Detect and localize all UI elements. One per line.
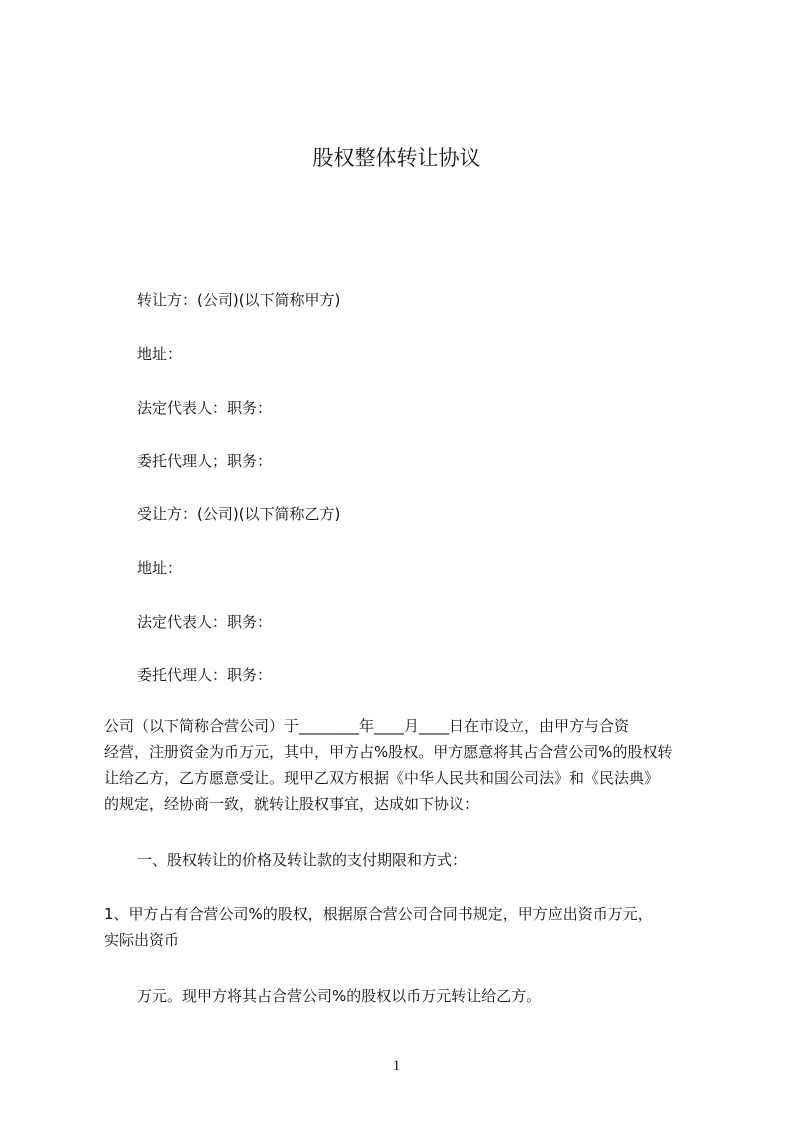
document-title: 股权整体转让协议: [312, 146, 481, 170]
transferee-address-line: 地址：: [137, 559, 183, 577]
intro-paragraph-line: 公司（以下简称合营公司）于________年____月____日在市设立，由甲方与合资: [104, 717, 630, 735]
transferor-address-line: 地址：: [137, 345, 183, 363]
clause-1-line: 1、甲方占有合营公司%的股权，根据原合营公司合同书规定，甲方应出资币万元，: [104, 905, 653, 923]
transferee-agent-line: 委托代理人：职务：: [137, 666, 273, 684]
transferor-legal-representative-line: 法定代表人：职务：: [137, 399, 273, 417]
intro-paragraph-line: 的规定，经协商一致，就转让股权事宜，达成如下协议：: [104, 795, 480, 813]
clause-1-continued-line: 万元。现甲方将其占合营公司%的股权以币万元转让给乙方。: [137, 987, 542, 1005]
transferee-line: 受让方：(公司)(以下简称乙方): [137, 505, 341, 523]
transferor-agent-line: 委托代理人；职务：: [137, 452, 273, 470]
intro-paragraph-line: 经营，注册资金为币万元，其中，甲方占%股权。甲方愿意将其占合营公司%的股权转: [104, 743, 673, 761]
page-number: 1: [392, 1058, 401, 1074]
intro-paragraph: [104, 713, 704, 817]
clause-1-paragraph: [104, 901, 704, 953]
section-heading: 一、股权转让的价格及转让款的支付期限和方式：: [137, 851, 468, 869]
transferee-legal-representative-line: 法定代表人：职务：: [137, 613, 273, 631]
transferor-line: 转让方：(公司)(以下简称甲方): [137, 291, 341, 309]
clause-1-line: 实际出资币: [104, 931, 180, 949]
intro-paragraph-line: 让给乙方，乙方愿意受让。现甲乙双方根据《中华人民共和国公司法》和《民法典》: [104, 769, 660, 787]
